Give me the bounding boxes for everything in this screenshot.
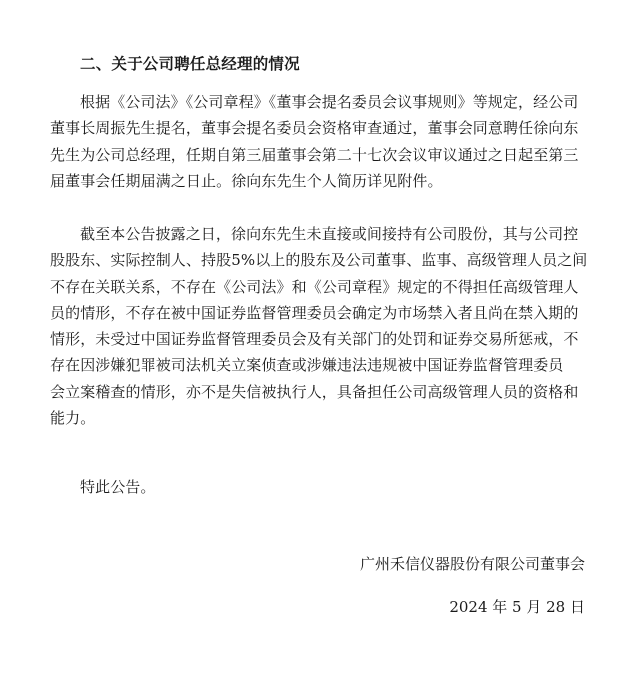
section-heading: 二、关于公司聘任总经理的情况 xyxy=(80,54,300,73)
paragraph-appointment xyxy=(50,89,595,194)
paragraph-line: 股股东、实际控制人、持股5%以上的股东及公司董事、监事、高级管理人员之间 xyxy=(50,251,588,270)
paragraph-line: 员的情形，不存在被中国证券监督管理委员会确定为市场禁入者且尚在禁入期的 xyxy=(50,303,579,322)
paragraph-line: 截至本公告披露之日，徐向东先生未直接或间接持有公司股份，其与公司控 xyxy=(80,225,579,243)
paragraph-line: 不存在关联关系，不存在《公司法》和《公司章程》规定的不得担任高级管理人 xyxy=(50,277,579,296)
paragraph-line: 届董事会任期届满之日止。徐向东先生个人简历详见附件。 xyxy=(50,171,443,190)
paragraph-line: 存在因涉嫌犯罪被司法机关立案侦查或涉嫌违法违规被中国证券监督管理委员 xyxy=(50,356,564,375)
announcement-date: 2024 年 5 月 28 日 xyxy=(449,598,585,616)
signature-company: 广州禾信仪器股份有限公司董事会 xyxy=(359,555,585,573)
paragraph-line: 董事长周振先生提名，董事会提名委员会资格审查通过，董事会同意聘任徐向东 xyxy=(50,119,579,138)
paragraph-line: 会立案稽查的情形，亦不是失信被执行人，具备担任公司高级管理人员的资格和 xyxy=(50,382,579,401)
paragraph-line: 根据《公司法》《公司章程》《董事会提名委员会议事规则》等规定，经公司 xyxy=(80,93,579,111)
paragraph-closing xyxy=(80,474,595,500)
closing-text: 特此公告。 xyxy=(80,478,156,496)
paragraph-qualification xyxy=(50,221,595,431)
paragraph-line: 先生为公司总经理，任期自第三届董事会第二十七次会议审议通过之日起至第三 xyxy=(50,145,579,164)
paragraph-line: 能力。 xyxy=(50,409,96,428)
paragraph-line: 情形，未受过中国证券监督管理委员会及有关部门的处罚和证券交易所惩戒，不 xyxy=(50,330,579,349)
